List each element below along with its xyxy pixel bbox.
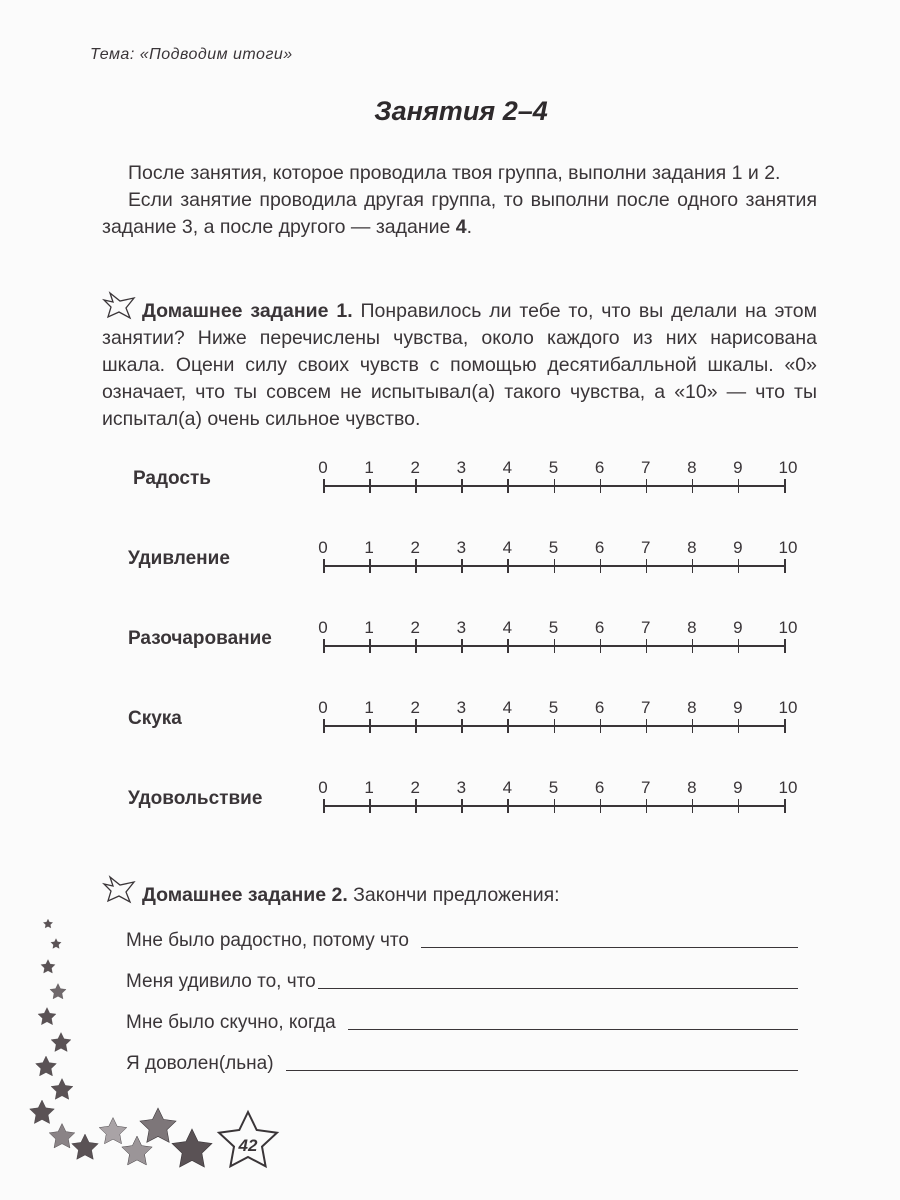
- scale-number: 8: [687, 618, 697, 637]
- intro-paragraph-2: [102, 187, 817, 241]
- scale-number: 0: [318, 698, 328, 717]
- scale-tick[interactable]: [507, 639, 509, 653]
- scale-tick[interactable]: [646, 719, 648, 733]
- emotion-label: Удовольствие: [128, 788, 263, 809]
- intro-paragraph-2-text: Если занятие проводила другая группа, то выполни после одного занятия задание 3, а после другого — задание: [102, 189, 817, 238]
- scale-tick[interactable]: [323, 479, 325, 493]
- scale-number: 0: [318, 538, 328, 557]
- answer-blank[interactable]: [348, 1029, 798, 1031]
- page-number: 42: [238, 1136, 258, 1155]
- emotion-label: Разочарование: [128, 628, 272, 649]
- intro-paragraph-1: После занятия, которое проводила твоя группа, выполни задания 1 и 2.: [128, 162, 781, 184]
- scale-number: 7: [640, 698, 651, 717]
- scale-number: 1: [364, 458, 374, 477]
- scale-tick[interactable]: [369, 719, 371, 733]
- task-1-label: Домашнее задание 1.: [142, 300, 353, 322]
- scale-number: 6: [594, 698, 605, 717]
- scale-tick[interactable]: [554, 639, 556, 653]
- scale-tick[interactable]: [692, 559, 694, 573]
- scale-tick[interactable]: [369, 479, 371, 493]
- scale-tick[interactable]: [323, 559, 325, 573]
- scale-number: 9: [733, 698, 743, 717]
- scale-number: 8: [687, 458, 697, 477]
- scale-tick[interactable]: [738, 559, 740, 573]
- emotion-label: Радость: [133, 468, 211, 489]
- scale-number: 4: [502, 538, 513, 557]
- scale-tick[interactable]: [461, 639, 463, 653]
- answer-blank[interactable]: [421, 947, 798, 949]
- scale-number: 3: [456, 458, 467, 477]
- scale-number: 6: [594, 458, 605, 477]
- scale-tick[interactable]: [461, 559, 463, 573]
- scale-number: 7: [640, 618, 651, 637]
- rating-scale[interactable]: [318, 618, 798, 658]
- scale-tick[interactable]: [784, 559, 786, 573]
- scale-tick[interactable]: [507, 479, 509, 493]
- rating-scale[interactable]: [318, 458, 798, 498]
- scale-tick[interactable]: [738, 719, 740, 733]
- scale-number: 10: [778, 538, 798, 557]
- scale-number: 2: [410, 618, 420, 637]
- scale-number: 7: [640, 538, 651, 557]
- scale-tick[interactable]: [600, 479, 602, 493]
- scale-tick[interactable]: [554, 559, 556, 573]
- scale-tick[interactable]: [738, 799, 740, 813]
- scale-number: 10: [778, 778, 798, 797]
- scale-tick[interactable]: [323, 799, 325, 813]
- sentence-prompt: Мне было скучно, когда: [126, 1012, 336, 1033]
- scale-tick[interactable]: [415, 559, 417, 573]
- task-2-label: Домашнее задание 2.: [142, 884, 348, 906]
- scale-tick[interactable]: [646, 559, 648, 573]
- scale-number: 8: [687, 778, 697, 797]
- sentence-prompt: Я доволен(льна): [126, 1053, 274, 1074]
- scale-tick[interactable]: [600, 799, 602, 813]
- scale-number: 3: [456, 698, 467, 717]
- scale-number: 5: [548, 618, 559, 637]
- scale-tick[interactable]: [507, 799, 509, 813]
- emotion-label: Удивление: [128, 548, 230, 569]
- scale-number: 0: [318, 458, 328, 477]
- page-number-badge: [213, 1108, 283, 1176]
- page-title: Занятия 2–4: [374, 96, 548, 126]
- scale-tick[interactable]: [738, 639, 740, 653]
- scale-tick[interactable]: [415, 639, 417, 653]
- scale-tick[interactable]: [646, 479, 648, 493]
- scale-tick[interactable]: [461, 719, 463, 733]
- scale-tick[interactable]: [369, 559, 371, 573]
- scale-number: 9: [733, 458, 743, 477]
- scale-tick[interactable]: [554, 479, 556, 493]
- scale-tick[interactable]: [692, 479, 694, 493]
- scale-tick[interactable]: [784, 719, 786, 733]
- scale-number: 3: [456, 618, 467, 637]
- scale-tick[interactable]: [692, 639, 694, 653]
- scale-tick[interactable]: [600, 639, 602, 653]
- scale-number: 1: [364, 538, 374, 557]
- scale-tick[interactable]: [323, 719, 325, 733]
- scale-tick[interactable]: [784, 799, 786, 813]
- scale-tick[interactable]: [646, 639, 648, 653]
- scale-number: 9: [733, 778, 743, 797]
- scale-number: 4: [502, 458, 513, 477]
- scale-tick[interactable]: [692, 799, 694, 813]
- scale-tick[interactable]: [369, 799, 371, 813]
- scale-number: 6: [594, 538, 605, 557]
- scale-number: 7: [640, 458, 651, 477]
- scale-number: 10: [778, 618, 798, 637]
- scale-number: 2: [410, 458, 420, 477]
- scale-number: 6: [594, 618, 605, 637]
- scale-tick[interactable]: [784, 639, 786, 653]
- scale-tick[interactable]: [554, 799, 556, 813]
- star-outline-icon: [102, 298, 142, 322]
- scale-tick[interactable]: [507, 719, 509, 733]
- scale-tick[interactable]: [369, 639, 371, 653]
- scale-tick[interactable]: [784, 479, 786, 493]
- scale-tick[interactable]: [323, 639, 325, 653]
- scale-number: 3: [456, 778, 467, 797]
- task-1-text: Понравилось ли тебе то, что вы делали на этом занятии? Ниже перечислены чувства, около каждого из них нарисована шкала. Оцени силу своих чувств с помощью десятибалльной шкалы. «0» означает, что ты совсем не испытывал(а) такого чувства, а «10» — что ты испытал(а) очень сильное чувство.: [102, 300, 818, 430]
- intro-text: [102, 160, 817, 241]
- scale-number: 2: [410, 538, 420, 557]
- task-2-text: Закончи предложения:: [347, 884, 560, 906]
- rating-scale[interactable]: [318, 538, 798, 578]
- scale-number: 7: [640, 778, 651, 797]
- task-1: [102, 298, 817, 433]
- topic-header: Тема: «Подводим итоги»: [90, 46, 293, 63]
- scale-tick[interactable]: [646, 799, 648, 813]
- scale-number: 5: [548, 698, 559, 717]
- rating-scale[interactable]: [318, 778, 798, 818]
- scale-tick[interactable]: [600, 559, 602, 573]
- scale-tick[interactable]: [692, 719, 694, 733]
- scale-number: 5: [548, 538, 559, 557]
- scale-tick[interactable]: [415, 479, 417, 493]
- emotion-label: Скука: [128, 708, 182, 729]
- rating-scale[interactable]: [318, 698, 798, 738]
- scale-tick[interactable]: [461, 479, 463, 493]
- scale-number: 1: [364, 698, 374, 717]
- scale-number: 6: [594, 778, 605, 797]
- scale-number: 10: [778, 458, 798, 477]
- scale-tick[interactable]: [600, 719, 602, 733]
- sentence-prompt: Мне было радостно, потому что: [126, 930, 409, 951]
- answer-blank[interactable]: [286, 1070, 798, 1072]
- scale-tick[interactable]: [415, 799, 417, 813]
- scale-number: 1: [364, 618, 374, 637]
- scale-tick[interactable]: [461, 799, 463, 813]
- scale-number: 9: [733, 538, 743, 557]
- scale-number: 4: [502, 778, 513, 797]
- intro-paragraph-2-bold: 4: [455, 216, 467, 238]
- scale-number: 8: [687, 698, 697, 717]
- scale-tick[interactable]: [554, 719, 556, 733]
- scale-number: 5: [548, 458, 559, 477]
- scale-number: 2: [410, 778, 420, 797]
- scale-number: 4: [502, 618, 513, 637]
- scale-number: 5: [548, 778, 559, 797]
- scale-number: 1: [364, 778, 374, 797]
- scale-number: 0: [318, 778, 328, 797]
- scale-number: 10: [778, 698, 798, 717]
- scale-number: 0: [318, 618, 328, 637]
- sentence-prompt: Меня удивило то, что: [126, 971, 316, 992]
- intro-paragraph-2-end: .: [466, 216, 473, 238]
- scale-tick[interactable]: [415, 719, 417, 733]
- scale-number: 9: [733, 618, 743, 637]
- scale-number: 8: [687, 538, 697, 557]
- answer-blank[interactable]: [318, 988, 798, 990]
- scale-tick[interactable]: [738, 479, 740, 493]
- scale-number: 2: [410, 698, 420, 717]
- scale-number: 3: [456, 538, 467, 557]
- scale-tick[interactable]: [507, 559, 509, 573]
- scale-number: 4: [502, 698, 513, 717]
